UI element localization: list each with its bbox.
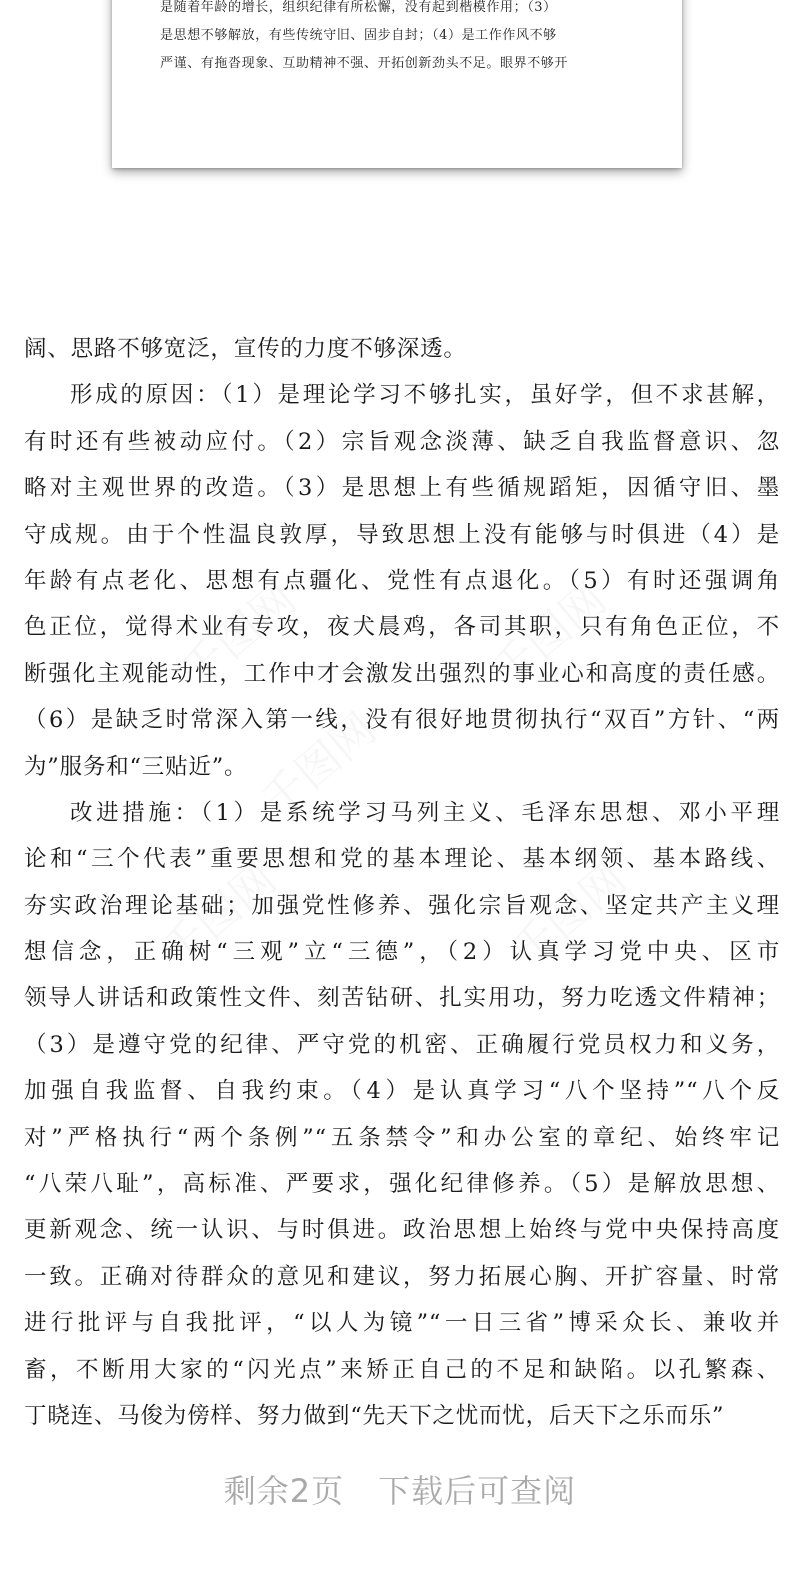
remaining-pages-label: 剩余2页 <box>223 1472 345 1510</box>
paragraph <box>24 372 780 790</box>
text-line: 畜，不断用大家的“闪光点”来矫正自己的不足和缺陷。以孔繁森、 <box>24 1356 780 1383</box>
paragraph <box>24 790 780 1439</box>
preview-line: 是随着年龄的增长，组织纪律有所松懈，没有起到楷模作用；（3） <box>160 0 557 15</box>
text-line: 改进措施：（1）是系统学习马列主义、毛泽东思想、邓小平理 <box>70 799 780 826</box>
text-line: 形成的原因：（1）是理论学习不够扎实，虽好学，但不求甚解， <box>70 382 780 409</box>
preview-line: 是思想不够解放，有些传统守旧、固步自封；（4）是工作作风不够 <box>160 28 557 43</box>
download-to-view-label: 下载后可查阅 <box>378 1472 577 1510</box>
text-line: 阔、思路不够宽泛，宣传的力度不够深透。 <box>24 336 467 362</box>
text-line: 加强自我监督、自我约束。（4）是认真学习“八个坚持”“八个反 <box>24 1078 780 1105</box>
download-prompt[interactable] <box>0 1466 800 1512</box>
text-line: 论和“三个代表”重要思想和党的基本理论、基本纲领、基本路线、 <box>24 846 780 873</box>
preview-text <box>160 0 640 78</box>
text-line: “八荣八耻”，高标准、严要求，强化纪律修养。（5）是解放思想、 <box>24 1171 780 1198</box>
text-line: 进行批评与自我批评，“以人为镜”“一日三省”博采众长、兼收并 <box>24 1310 780 1337</box>
text-line: 一致。正确对待群众的意见和建议，努力拓展心胸、开扩容量、时常 <box>24 1263 780 1290</box>
text-line: 夯实政治理论基础；加强党性修养、强化宗旨观念、坚定共产主义理 <box>24 892 780 919</box>
preview-line: 严谨、有拖沓现象、互助精神不强、开拓创新劲头不足。眼界不够开 <box>160 56 569 71</box>
text-line: 为”服务和“三贴近”。 <box>24 753 248 780</box>
text-line: 守成规。由于个性温良敦厚，导致思想上没有能够与时俱进（4）是 <box>24 521 780 548</box>
text-line: 断强化主观能动性，工作中才会激发出强烈的事业心和高度的责任感。 <box>24 660 780 687</box>
text-line: 有时还有些被动应付。（2）宗旨观念淡薄、缺乏自我监督意识、忽 <box>24 428 780 455</box>
page-preview-card <box>112 0 682 168</box>
text-line: （3）是遵守党的纪律、严守党的机密、正确履行党员权力和义务， <box>24 1031 780 1058</box>
text-line: （6）是缺乏时常深入第一线，没有很好地贯彻执行“双百”方针、“两 <box>24 707 780 734</box>
text-line: 略对主观世界的改造。（3）是思想上有些循规蹈矩，因循守旧、墨 <box>24 475 780 502</box>
paragraph <box>24 326 780 372</box>
text-line: 领导人讲话和政策性文件、刻苦钻研、扎实用功，努力吃透文件精神； <box>24 985 780 1012</box>
text-line: 年龄有点老化、思想有点疆化、党性有点退化。（5）有时还强调角 <box>24 567 780 594</box>
text-line: 对”严格执行“两个条例”“五条禁令”和办公室的章纪、始终牢记 <box>24 1124 780 1151</box>
text-line: 色正位，觉得术业有专攻，夜犬晨鸡，各司其职，只有角色正位，不 <box>24 614 780 641</box>
text-line: 丁晓连、马俊为傍样、努力做到“先天下之忧而忧，后天下之乐而乐” <box>24 1402 725 1429</box>
text-line: 想信念，正确树“三观”立“三德”，（2）认真学习党中央、区市 <box>24 939 780 966</box>
article-body <box>24 326 780 1439</box>
text-line: 更新观念、统一认识、与时俱进。政治思想上始终与党中央保持高度 <box>24 1217 780 1244</box>
